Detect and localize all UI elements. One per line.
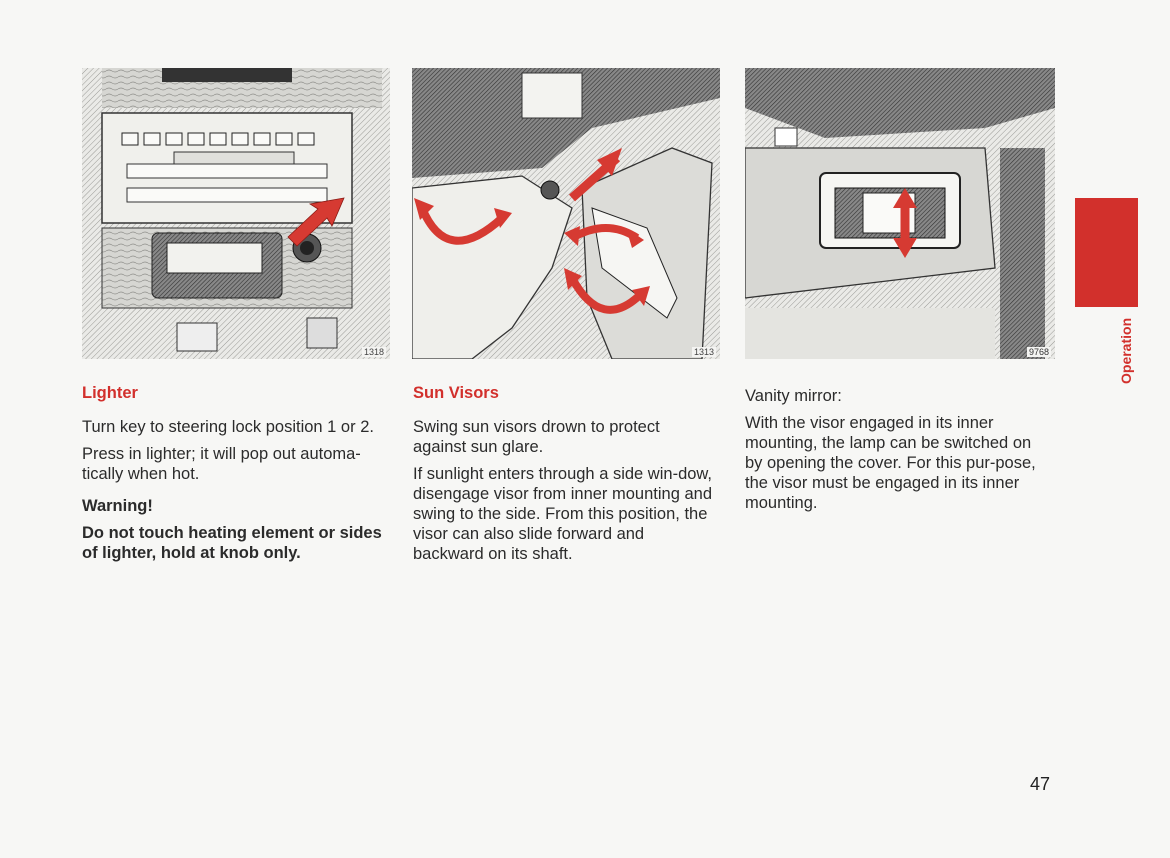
section-tab-label: Operation — [1118, 317, 1134, 384]
sun-visors-para-2: If sunlight enters through a side win-dow, disengage visor from inner mounting and swing to the side. From this position, the visor can also slide forward and backward on its shaft. — [413, 465, 713, 563]
sun-visor-illustration — [412, 68, 720, 359]
figure-lighter — [82, 68, 390, 359]
sun-visors-section — [413, 383, 713, 571]
figure-number: 1313 — [693, 347, 714, 357]
sun-visors-para-1: Swing sun visors drown to protect against sun glare. — [413, 418, 660, 456]
section-tab — [1075, 198, 1138, 307]
page-number: 47 — [1030, 774, 1051, 794]
lighter-section — [82, 383, 382, 563]
lighter-heading: Lighter — [82, 384, 138, 402]
figure-vanity-mirror — [745, 68, 1055, 359]
vanity-mirror-section — [745, 386, 1045, 520]
lighter-para-1: Turn key to steering lock position 1 or 2. — [82, 418, 374, 436]
figure-number: 1318 — [363, 347, 384, 357]
console-illustration — [82, 68, 390, 359]
lighter-para-2: Press in lighter; it will pop out automa-tically when hot. — [82, 445, 361, 483]
warning-title: Warning! — [82, 497, 153, 515]
figure-sun-visors — [412, 68, 720, 359]
warning-body: Do not touch heating element or sides of lighter, hold at knob only. — [82, 524, 382, 562]
sun-visors-heading: Sun Visors — [413, 384, 499, 402]
vanity-para-1: With the visor engaged in its inner mounting, the lamp can be switched on by opening the cover. For this pur-pose, the visor must be engaged in its inner mounting. — [745, 414, 1036, 512]
figure-number: 9768 — [1028, 347, 1049, 357]
vanity-mirror-illustration — [745, 68, 1055, 359]
vanity-label: Vanity mirror: — [745, 387, 842, 405]
